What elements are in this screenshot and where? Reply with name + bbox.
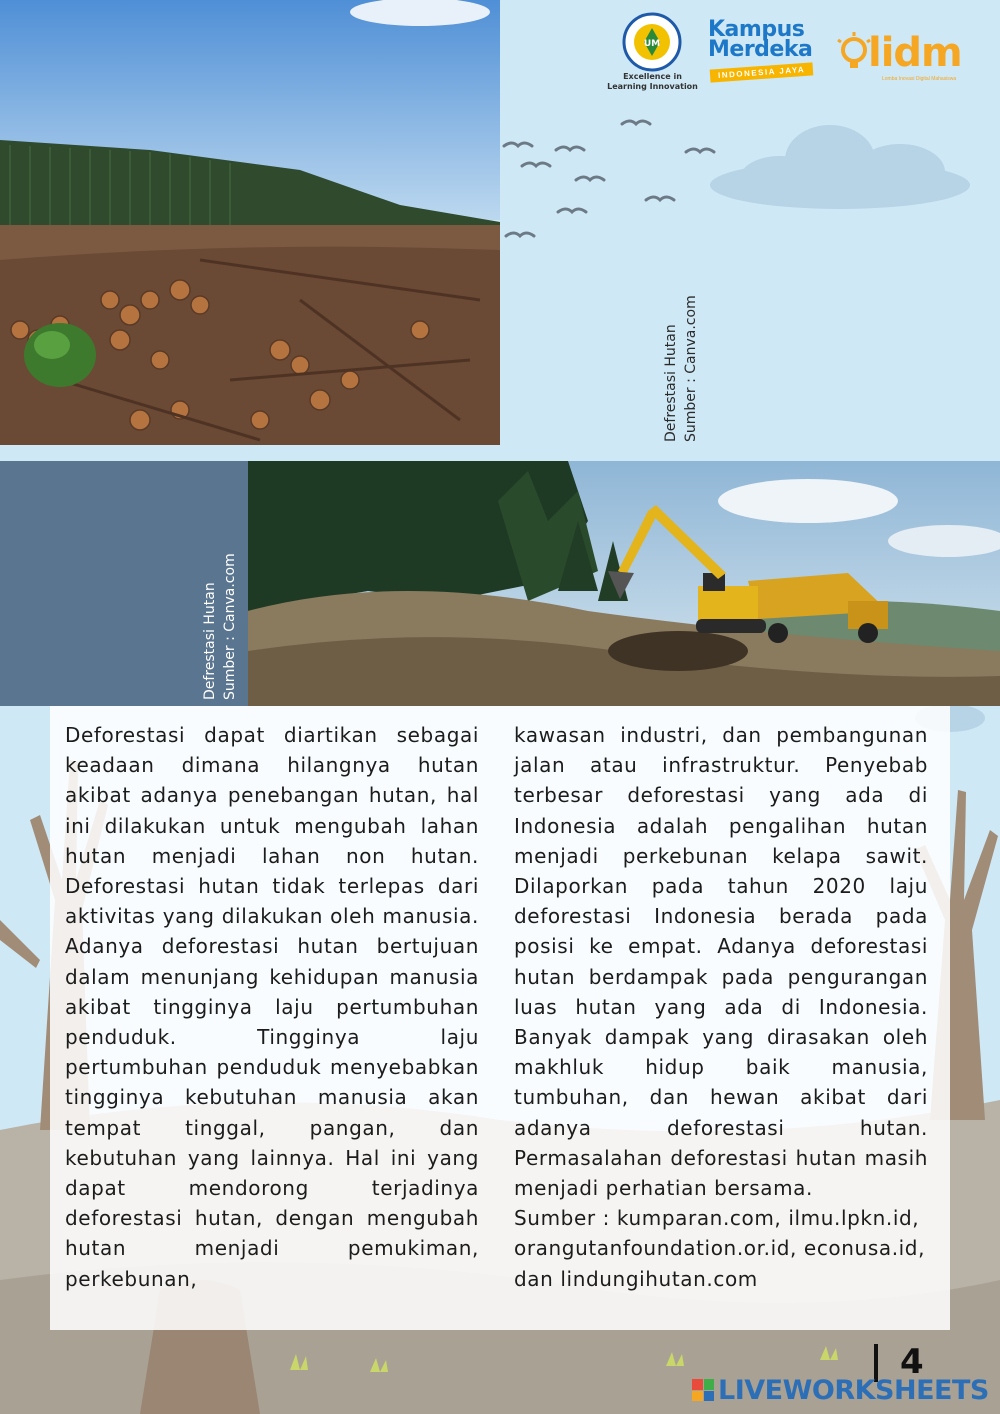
svg-text:UM: UM [643, 39, 661, 49]
km-title-line2: Merdeka [708, 37, 813, 62]
liveworksheets-cube-icon [692, 1379, 714, 1401]
photo-excavator-clearing [248, 461, 1000, 706]
article-column-right [514, 720, 928, 1294]
caption-middle-photo [200, 538, 240, 700]
article-source-text: Sumber : kumparan.com, ilmu.lpkn.id, orangutanfoundation.or.id, econusa.id, dan lindungihutan.com [514, 1206, 926, 1291]
liveworksheets-text: LIVEWORKSHEETS [718, 1374, 989, 1406]
lidm-logo: lidm [868, 30, 962, 76]
page-number: 4 [900, 1342, 924, 1382]
article-left-text: Deforestasi dapat diartikan sebagai keadaan dimana hilangnya hutan akibat adanya penebangan hutan, hal ini dilakukan untuk mengubah lahan hutan menjadi lahan non hutan. Deforestasi hutan tidak terlepas dari aktivitas yang dilakukan oleh manusia. Adanya deforestasi hutan bertujuan dalam menunjang kehidupan manusia akibat tingginya laju pertumbuhan penduduk. Tingginya laju pertumbuhan penduduk menyebabkan tingginya kebutuhan manusia akan tempat tinggal, pangan, dan kebutuhan yang lainnya. Hal ini yang dapat mendorong terjadinya deforestasi hutan, dengan mengubah hutan menjadi pemukiman, perkebunan, [65, 723, 479, 1291]
article-right-text: kawasan industri, dan pembangunan jalan atau infrastruktur. Penyebab terbesar deforestasi yang ada di Indonesia adalah pengalihan hutan menjadi perkebunan kelapa sawit. Dilaporkan pada tahun 2020 laju deforestasi Indonesia berada pada posisi ke empat. Adanya deforestasi hutan berdampak pada pengurangan luas hutan yang ada di Indonesia. Banyak dampak yang dirasakan oleh makhluk hidup baik manusia, tumbuhan, dan hewan akibat dari adanya deforestasi hutan. Permasalahan deforestasi hutan masih menjadi perhatian bersama. [514, 723, 928, 1201]
logo-group [600, 8, 995, 98]
km-subtitle: INDONESIA JAYA [710, 62, 814, 82]
liveworksheets-watermark [692, 1372, 989, 1408]
article-panel [50, 706, 950, 1330]
caption-middle-line2: Sumber : Canva.com [222, 553, 238, 700]
lightbulb-icon [836, 32, 872, 72]
caption-top-line1: Defrestasi Hutan [663, 324, 679, 442]
article-column-left [65, 720, 479, 1294]
caption-top-line2: Sumber : Canva.com [683, 295, 699, 442]
km-title-line1: Kampus [708, 17, 805, 42]
caption-middle-line1: Defrestasi Hutan [202, 582, 218, 700]
university-tagline: Excellence in Learning Innovation [607, 72, 698, 91]
university-seal-icon [622, 12, 682, 72]
caption-top-photo [661, 282, 701, 442]
lidm-subtitle: Lomba Inovasi Digital Mahasiswa [882, 76, 957, 82]
photo-deforestation-logs [0, 0, 500, 445]
kampus-merdeka-logo [708, 17, 813, 62]
